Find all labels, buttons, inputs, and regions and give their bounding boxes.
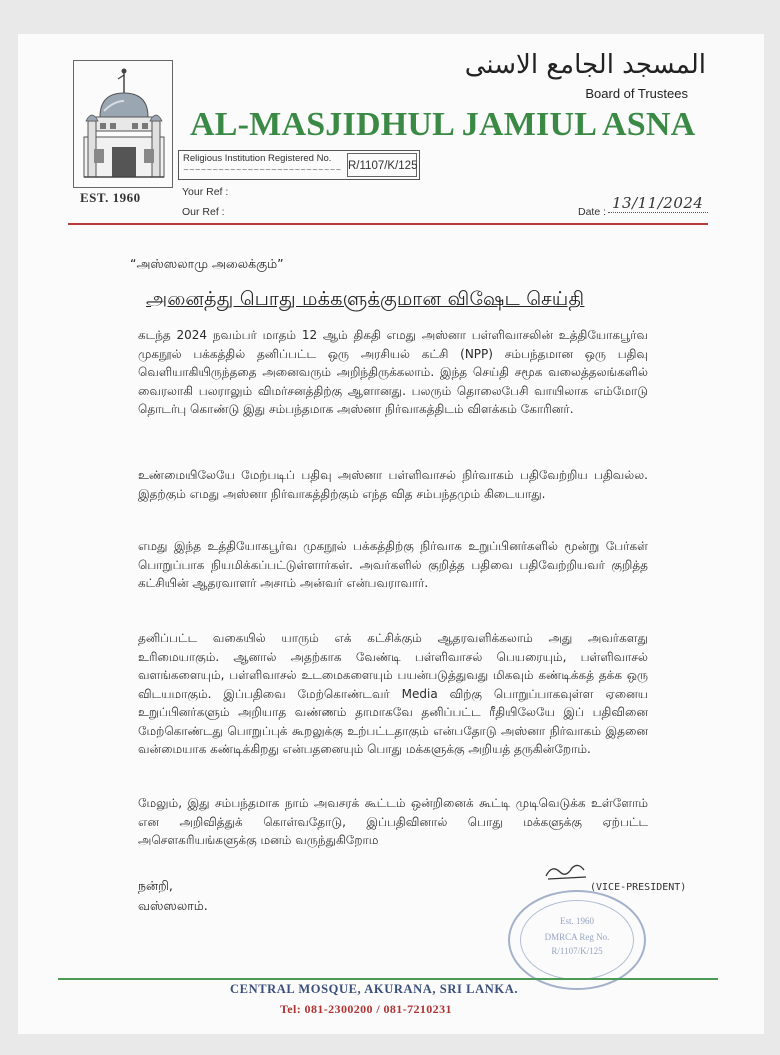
footer-address: CENTRAL MOSQUE, AKURANA, SRI LANKA. — [230, 982, 519, 996]
date-label: Date : — [578, 206, 607, 218]
date-underline — [608, 212, 708, 213]
paragraph-3: எமது இந்த உத்தியோகபூர்வ முகநூல் பக்கத்திற்கு நிர்வாக உறுப்பினர்களில் மூன்று பேர்கள் பொறுப்பாக நியமிக்கப்பட்டுள்ளார்கள். அவர்களில் குறித்த பதிவை பதிவேற்றியவர் குறித்த கட்சியின் ஆதரவாளர் அசாம் அன்வர் என்பவராவார். — [138, 539, 648, 590]
paragraph-5: மேலும், இது சம்பந்தமாக நாம் அவசரக் கூட்டம் ஒன்றினைக் கூட்டி முடிவெடுக்க உள்ளோம் என அறிவித்துக் கொள்வதோடு, இப்பதிவினால் பொது மக்களுக்கு ஏற்பட்ட அசௌகரியங்களுக்கு மனம் வருந்துகிறோம — [138, 796, 648, 847]
paragraph-4: தனிப்பட்ட வகையில் யாரும் எக் கட்சிக்கும் ஆதரவளிக்கலாம் அது அவர்களது உரிமையாகும். ஆனால் அதற்காக வேண்டி பள்ளிவாசல் பெயரையும், பள்ளிவாசல் வளங்களையும், பள்ளிவாசல் உடமைகளையும் பயன்படுத்துவது மிகவும் கண்டிக்கத் தக்க ஒரு விடயமாகும். இப்பதிவை மேற்கொண்டவர் Media விற்கு பொறுப்பாகவுள்ள ஏனைய உறுப்பினர்களும் அறியாத வண்ணம் தாமாகவே தனிப்பட்ட ரீதியிலேயே இப் பதிவினை மேற்கொண்டது பொறுப்புக் கூறலுக்கு உற்பட்டதாகும் என்பதோடு அஸ்னா நிர்வாகம் இதனை வன்மையாக கண்டிக்கிறது என்பதனையும் பொது மக்களுக்கு அறியத் தருகின்றோம். — [138, 631, 648, 756]
mosque-logo — [73, 60, 173, 188]
registration-sinhala-subtitle: ~~~~~~~~~~~~~~~~~~~~~~~~~~~ — [183, 166, 342, 174]
greeting: “அஸ்ஸலாமு அலைக்கும்” — [130, 256, 284, 271]
letter-subject: அனைத்து பொது மக்களுக்குமான விஷேட செய்தி — [146, 288, 585, 310]
registration-number: R/1107/K/125 — [347, 153, 417, 177]
your-ref-label: Your Ref : — [182, 186, 229, 198]
closing-salam: வஸ்ஸலாம். — [138, 898, 208, 913]
registration-box — [178, 150, 420, 180]
stamp-established: Est. 1960 — [559, 916, 594, 926]
letter-sheet — [18, 34, 764, 1034]
footer-telephone: Tel: 081-2300200 / 081-7210231 — [280, 1002, 452, 1016]
arabic-name: المسجد الجامع الاسنى — [464, 50, 706, 80]
closing-thanks: நன்றி, — [138, 878, 173, 893]
signatory-title: (VICE-PRESIDENT) — [590, 882, 687, 893]
stamp-reg-label: DMRCA Reg No. — [544, 932, 610, 942]
date-value: 13/11/2024 — [612, 194, 704, 212]
footer-divider — [58, 978, 718, 980]
established-year: EST. 1960 — [80, 190, 141, 205]
official-stamp — [508, 890, 646, 990]
organization-name: AL-MASJIDHUL JAMIUL ASNA — [190, 106, 696, 143]
registration-label: Religious Institution Registered No. — [183, 153, 332, 164]
paragraph-1: கடந்த 2024 நவம்பர் மாதம் 12 ஆம் திகதி எமது அஸ்னா பள்ளிவாசலின் உத்தியோகபூர்வ முகநூல் பக்கத்தில் தனிப்பட்ட ஒரு அரசியல் கட்சி (NPP) சம்பந்தமான ஒரு பதிவு வெளியாகியிருந்ததை அனைவரும் அறிந்திருக்கலாம். இந்த செய்தி சமூக வலைத்தலங்களில் வைரலாகி பலராலும் விமர்சனத்திற்கு ஆளானது. பலரும் தொலைபேசி வாயிலாக எம்மோடு தொடர்பு கொண்டு இது சம்பந்தமாக அஸ்னா நிர்வாகத்திடம் விளக்கம் கோரினர். — [138, 328, 648, 416]
our-ref-label: Our Ref : — [182, 206, 225, 218]
board-of-trustees: Board of Trustees — [585, 86, 688, 101]
stamp-reg-number: R/1107/K/125 — [551, 946, 603, 956]
signature-icon — [542, 860, 592, 882]
mosque-icon — [74, 61, 174, 189]
paragraph-2: உண்மையிலேயே மேற்படிப் பதிவு அஸ்னா பள்ளிவாசல் நிர்வாகம் பதிவேற்றிய பதிவல்ல. இதற்கும் எமது அஸ்னா நிர்வாகத்திற்கும் எந்த வித சம்பந்தமும் கிடையாது. — [138, 468, 648, 501]
closing-block — [138, 876, 208, 916]
header-divider — [68, 223, 708, 225]
